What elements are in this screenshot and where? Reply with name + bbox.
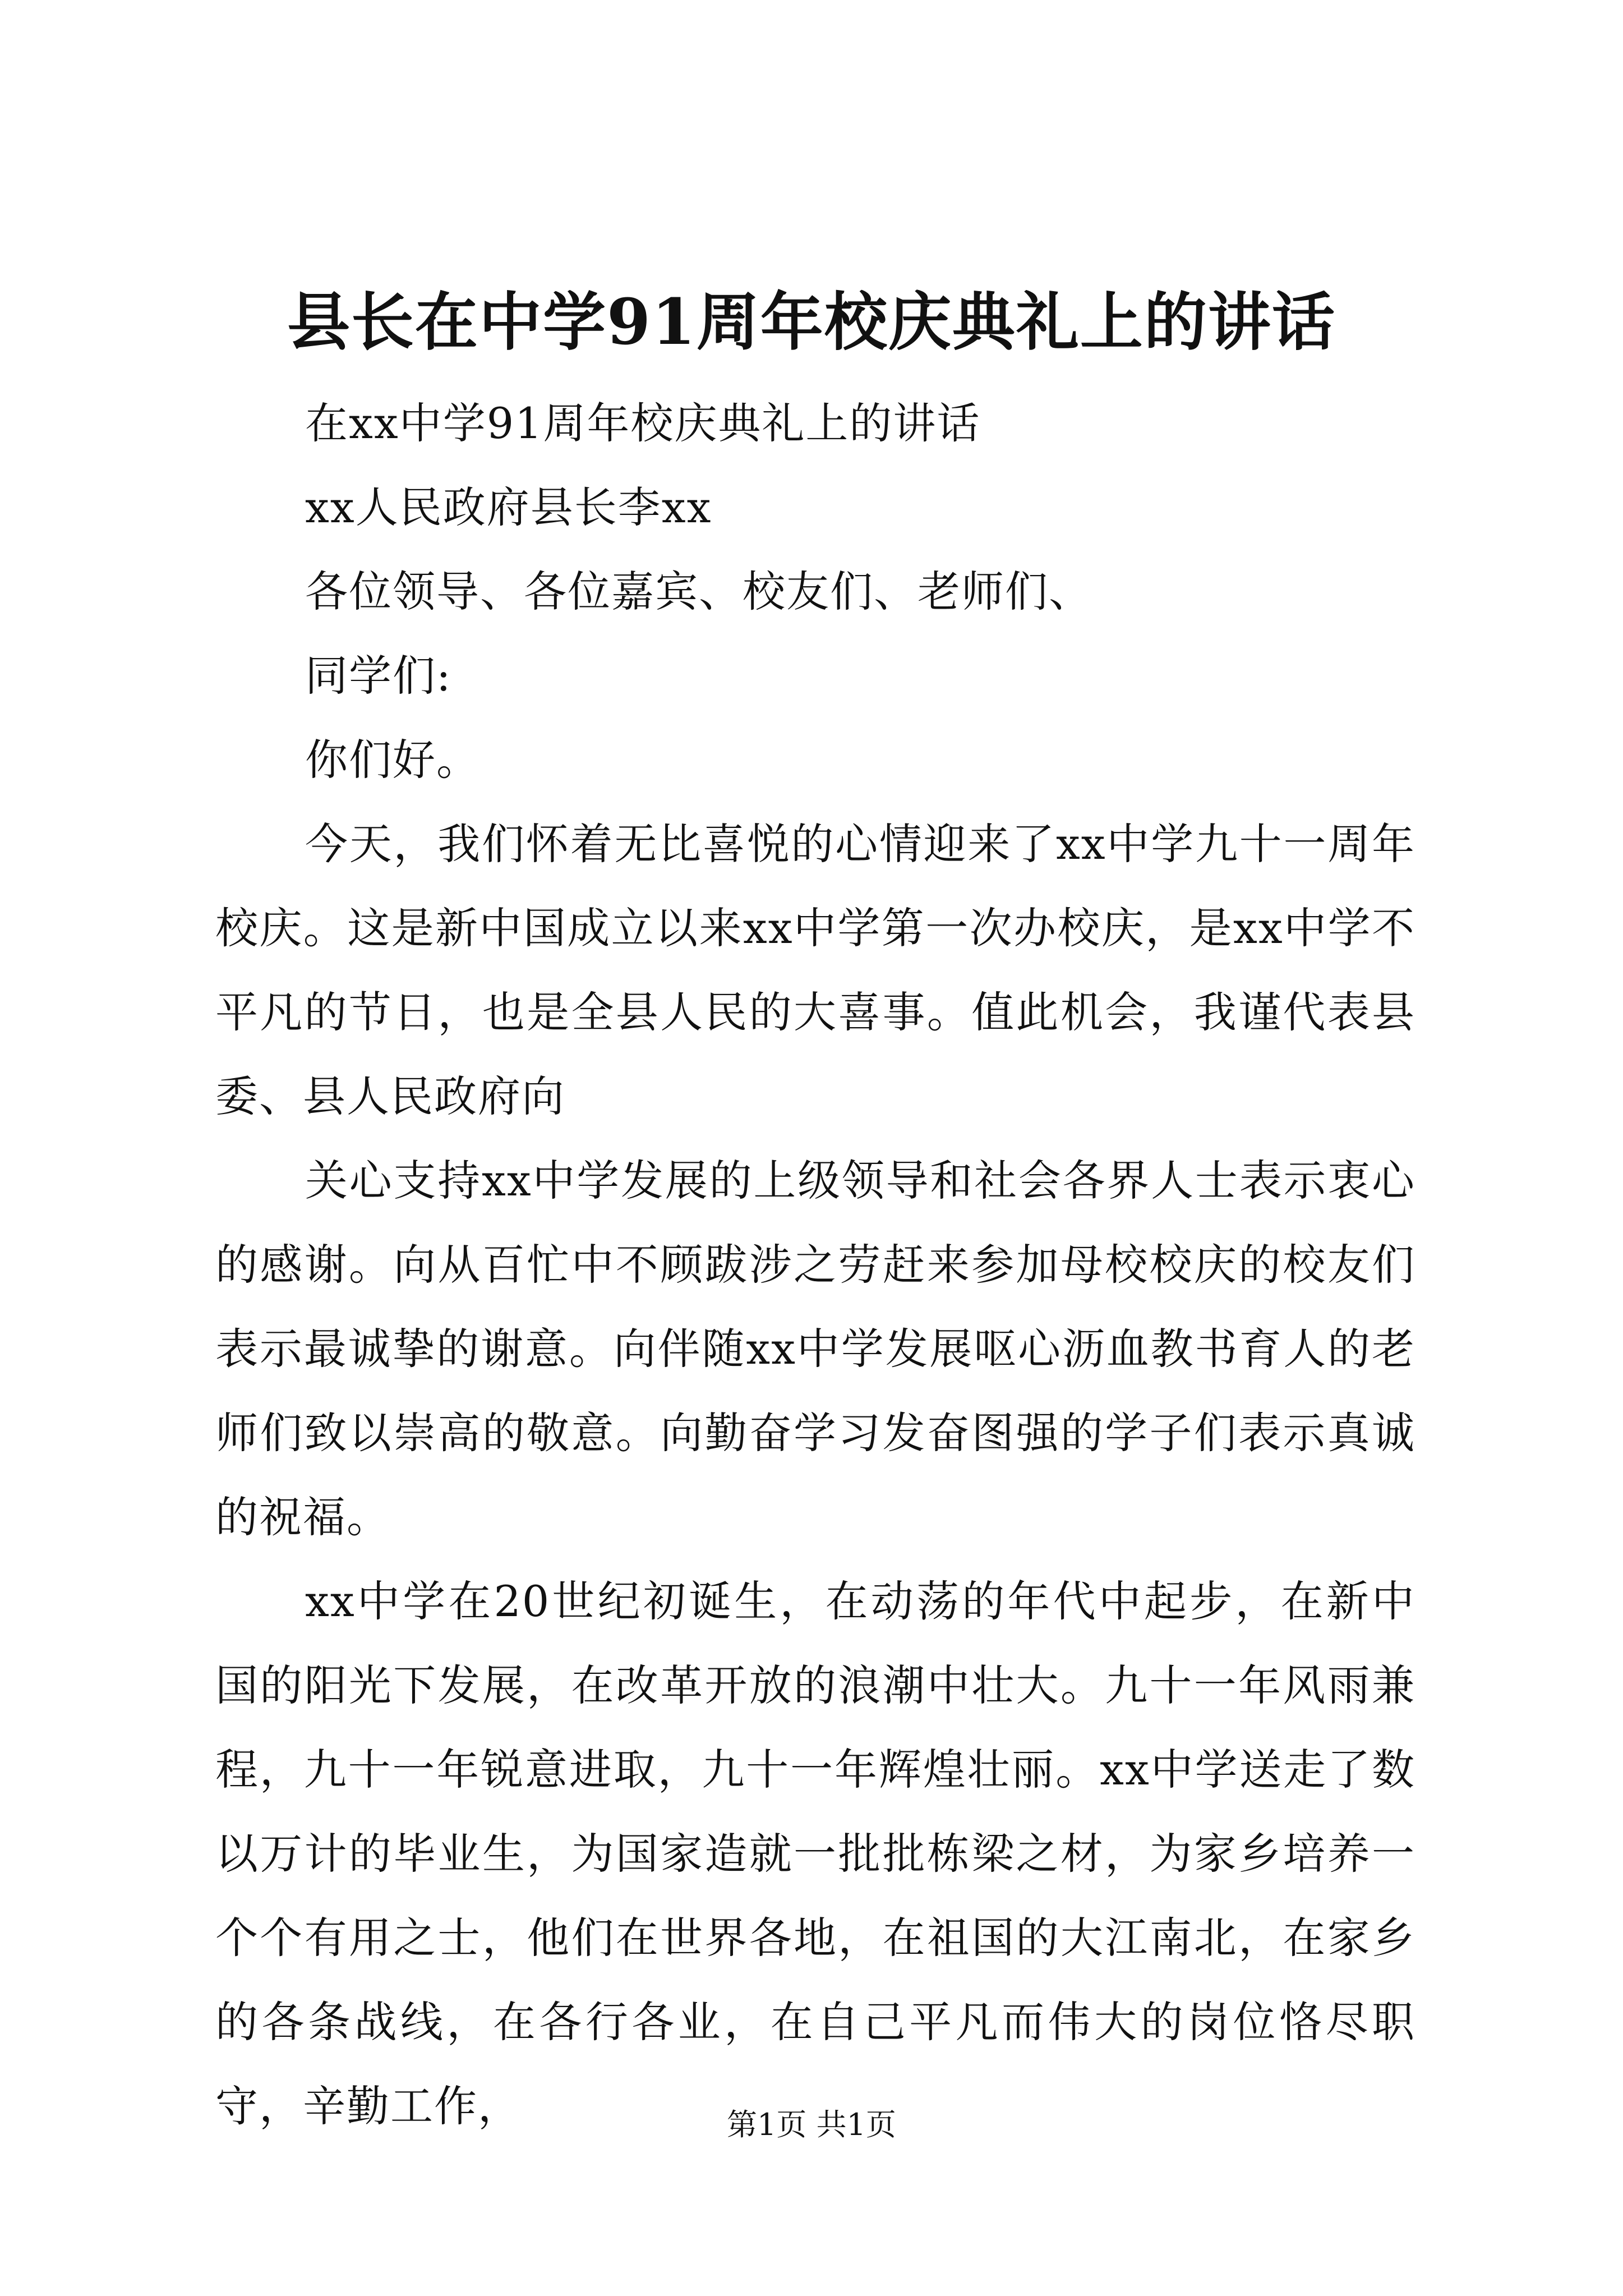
paragraph-body: 今天，我们怀着无比喜悦的心情迎来了xx中学九十一周年校庆。这是新中国成立以来xx中学第一次办校庆，是xx中学不平凡的节日，也是全县人民的大喜事。值此机会，我谨代表县委、县人民政府向 (215, 819, 1415, 1121)
paragraph-speaker: xx人民政府县长李xx (305, 482, 712, 532)
paragraph-body: xx中学在20世纪初诞生，在动荡的年代中起步，在新中国的阳光下发展，在改革开放的浪潮中壮大。九十一年风雨兼程，九十一年锐意进取，九十一年辉煌壮丽。xx中学送走了数以万计的毕业生，为国家造就一批批栋梁之材，为家乡培养一个个有用之士，他们在世界各地，在祖国的大江南北，在家乡的各条战线，在各行各业，在自己平凡而伟大的岗位恪尽职守，辛勤工作， (215, 1576, 1415, 2131)
paragraph-greeting: 你们好。 (305, 735, 480, 785)
page-footer: 第1页 共1页 (727, 2107, 896, 2142)
paragraph-salutation: 各位领导、各位嘉宾、校友们、老师们、 (305, 567, 1092, 616)
paragraph-salutation-continued: 同学们: (305, 651, 452, 701)
paragraph-body: 关心支持xx中学发展的上级领导和社会各界人士表示衷心的感谢。向从百忙中不顾跋涉之劳赶来参加母校校庆的校友们表示最诚挚的谢意。向伴随xx中学发展呕心沥血教书育人的老师们致以崇高的敬意。向勤奋学习发奋图强的学子们表示真诚的祝福。 (215, 1156, 1415, 1542)
document-body (215, 381, 1415, 2148)
paragraph-subtitle: 在xx中学91周年校庆典礼上的讲话 (305, 398, 981, 448)
document-title: 县长在中学91周年校庆典礼上的讲话 (287, 286, 1336, 359)
